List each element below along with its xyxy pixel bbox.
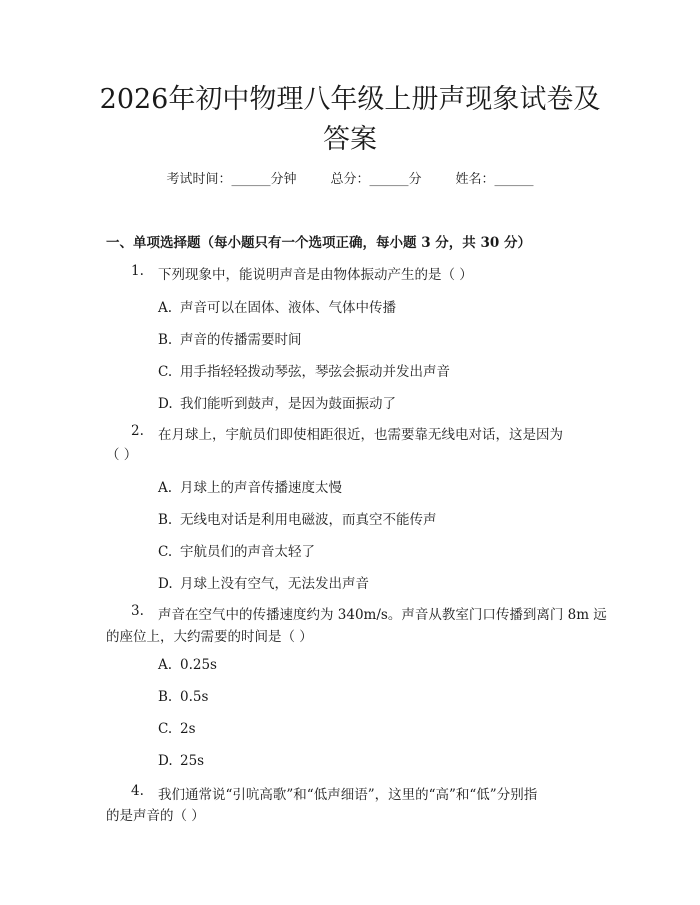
option-letter: A. <box>158 300 173 316</box>
question-text-continued: （ ） <box>106 447 138 463</box>
option-letter: A. <box>158 480 173 496</box>
option-letter: C. <box>158 364 173 380</box>
option-letter: C. <box>158 721 173 737</box>
option-letter: C. <box>158 544 173 560</box>
option-text: 月球上的声音传播速度太慢 <box>180 480 342 496</box>
option-text: 月球上没有空气，无法发出声音 <box>180 576 369 592</box>
option <box>158 572 369 592</box>
option <box>158 689 208 705</box>
option-text: 声音的传播需要时间 <box>180 332 302 348</box>
question-number: 1. <box>131 263 144 279</box>
option-letter: B. <box>158 512 173 528</box>
question-text: 下列现象中，能说明声音是由物体振动产生的是（ ） <box>158 267 473 283</box>
option-text: 2s <box>180 721 196 737</box>
option-text: 25s <box>180 753 205 769</box>
total-score: 总分：______分 <box>330 172 422 187</box>
question-text: 我们通常说“引吭高歌”和“低声细语”，这里的“高”和“低”分别指 <box>158 787 538 803</box>
question-text: 声音在空气中的传播速度约为 340m/s。声音从教室门口传播到离门 8m 远 <box>158 607 607 623</box>
option <box>158 476 342 496</box>
option-letter: B. <box>158 689 173 705</box>
option <box>158 508 437 528</box>
option <box>158 392 396 412</box>
option <box>158 540 315 560</box>
option-text: 0.5s <box>180 689 209 705</box>
option-letter: A. <box>158 657 173 673</box>
option-text: 无线电对话是利用电磁波，而真空不能传声 <box>180 512 437 528</box>
option-text: 用手指轻轻拨动琴弦，琴弦会振动并发出声音 <box>180 364 450 380</box>
option <box>158 328 302 348</box>
option <box>158 657 217 673</box>
question-text: 在月球上，宇航员们即使相距很近，也需要靠无线电对话，这是因为 <box>158 427 563 443</box>
question-number: 3. <box>131 603 144 619</box>
option <box>158 360 450 380</box>
question-number: 4. <box>131 783 144 799</box>
option-text: 我们能听到鼓声，是因为鼓面振动了 <box>180 396 396 412</box>
question-number: 2. <box>131 423 144 439</box>
option-letter: D. <box>158 576 173 592</box>
option-text: 0.25s <box>180 657 217 673</box>
question-text-continued: 的座位上，大约需要的时间是（ ） <box>106 629 313 645</box>
option <box>158 721 196 737</box>
option <box>158 753 204 769</box>
exam-time: 考试时间：______分钟 <box>166 172 297 187</box>
section-heading: 一、单项选择题（每小题只有一个选项正确，每小题 3 分，共 30 分） <box>106 235 531 251</box>
question-text-continued: 的是声音的（ ） <box>106 808 205 824</box>
option-letter: D. <box>158 753 173 769</box>
exam-meta <box>0 168 700 187</box>
option-letter: D. <box>158 396 173 412</box>
option-letter: B. <box>158 332 173 348</box>
document-title: 2026年初中物理八年级上册声现象试卷及答案 <box>99 84 601 155</box>
option-text: 声音可以在固体、液体、气体中传播 <box>180 300 396 316</box>
option <box>158 296 396 316</box>
option-text: 宇航员们的声音太轻了 <box>180 544 315 560</box>
student-name: 姓名：______ <box>455 172 534 187</box>
